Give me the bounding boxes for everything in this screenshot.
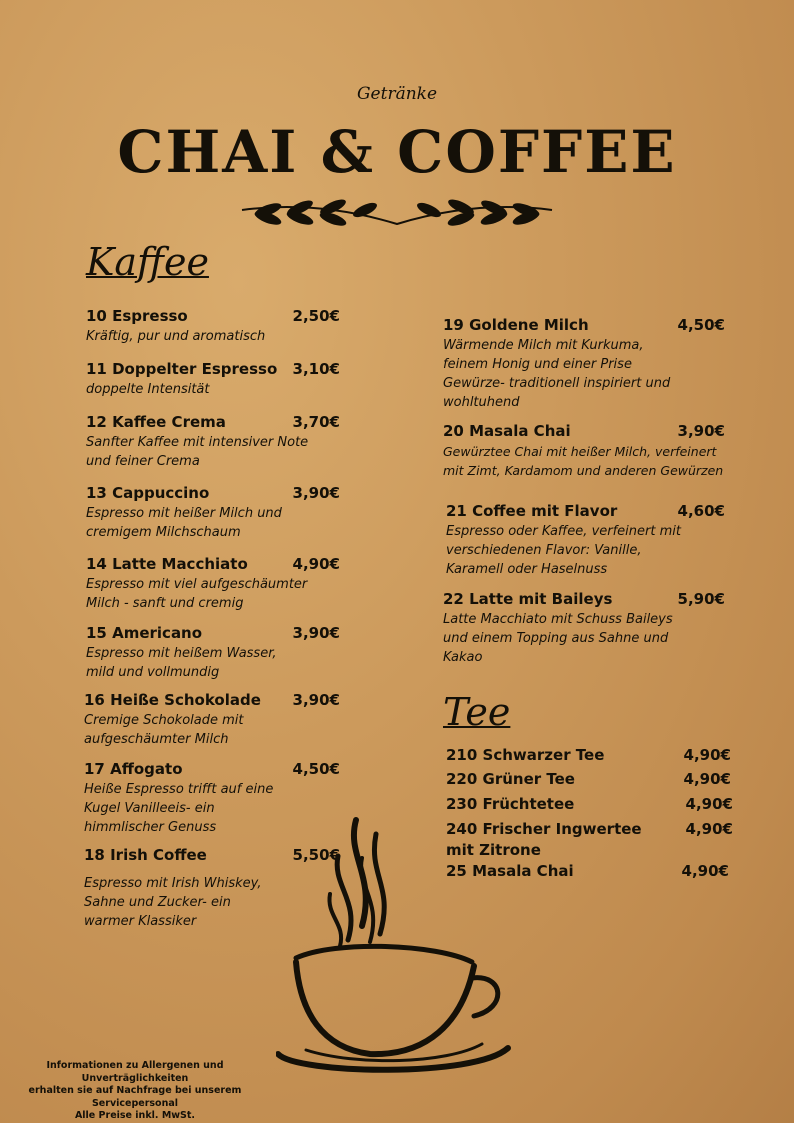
item-price: 4,60€ [677, 502, 725, 520]
item-description: Espresso mit viel aufgeschäumter [86, 577, 308, 592]
item-name: 18 Irish Coffee [84, 846, 207, 864]
tea-item [446, 769, 731, 789]
menu-item [86, 359, 340, 399]
footer-line: Servicepersonal [91, 1097, 179, 1109]
footer-line: Alle Preise inkl. MwSt. [74, 1110, 196, 1121]
item-price: 4,90€ [292, 555, 340, 573]
item-name: 19 Goldene Milch [443, 316, 589, 334]
item-price: 4,50€ [677, 316, 725, 334]
item-price: 3,90€ [292, 691, 340, 709]
menu-item [443, 315, 725, 412]
menu-item [86, 623, 340, 682]
item-name: 230 Früchtetee [446, 795, 575, 813]
tea-item [446, 745, 731, 765]
item-price: 4,90€ [681, 862, 729, 880]
item-description: himmlischer Genuss [84, 820, 217, 835]
menu-item [86, 483, 340, 542]
item-name: 12 Kaffee Crema [86, 413, 226, 431]
item-name: 15 Americano [86, 624, 203, 642]
kaffee-heading: Kaffee [86, 240, 209, 284]
tea-item [446, 794, 733, 814]
item-description: Kräftig, pur und aromatisch [86, 329, 266, 344]
menu-item [86, 412, 340, 471]
item-price: 2,50€ [292, 307, 340, 325]
item-price: 4,90€ [685, 820, 733, 838]
item-description: feinem Honig und einer Prise [443, 357, 632, 372]
item-price: 4,90€ [683, 746, 731, 764]
item-name: 220 Grüner Tee [446, 770, 575, 788]
item-description: warmer Klassiker [84, 914, 197, 929]
item-price: 5,50€ [292, 846, 340, 864]
item-price: 4,50€ [292, 760, 340, 778]
menu-item [86, 306, 340, 346]
item-description: Sanfter Kaffee mit intensiver Note [86, 435, 309, 450]
item-description: Milch - sanft und cremig [86, 596, 244, 611]
item-price: 3,90€ [677, 422, 725, 440]
menu-title: CHAI & COFFEE [117, 118, 677, 186]
menu-item [446, 501, 725, 579]
menu-item [84, 690, 340, 749]
item-name: 11 Doppelter Espresso [86, 360, 278, 378]
item-description: Karamell oder Haselnuss [446, 562, 608, 577]
item-description: Espresso oder Kaffee, verfeinert mit [446, 524, 681, 539]
footer-line: erhalten sie auf Nachfrage bei unserem [28, 1085, 242, 1096]
item-name: 21 Coffee mit Flavor [446, 502, 618, 520]
item-name: 20 Masala Chai [443, 422, 571, 440]
menu-item [443, 421, 725, 480]
item-description: wohltuhend [443, 395, 520, 410]
item-name: 16 Heiße Schokolade [84, 691, 261, 709]
tee-heading: Tee [443, 690, 511, 734]
item-description: Sahne und Zucker- ein [84, 895, 231, 910]
laurel-divider-icon [238, 190, 556, 236]
item-price: 3,90€ [292, 624, 340, 642]
item-description: Espresso mit Irish Whiskey, [84, 876, 262, 891]
item-price: 3,70€ [292, 413, 340, 431]
item-price: 4,90€ [685, 795, 733, 813]
item-description: Cremige Schokolade mit [84, 713, 244, 728]
item-price: 3,10€ [292, 360, 340, 378]
item-description: und feiner Crema [86, 454, 200, 469]
item-price: 3,90€ [292, 484, 340, 502]
menu-item [443, 589, 725, 667]
item-description: und einem Topping aus Sahne und [443, 631, 669, 646]
item-description: Espresso mit heißem Wasser, [86, 646, 277, 661]
item-description: Kakao [443, 650, 483, 665]
item-name: 10 Espresso [86, 307, 188, 325]
item-name: 13 Cappuccino [86, 484, 210, 502]
item-price: 4,90€ [683, 770, 731, 788]
item-description: Gewürze- traditionell inspiriert und [443, 376, 671, 391]
coffee-cup-icon [276, 816, 512, 1088]
footer-note [4, 1060, 266, 1123]
menu-item [86, 554, 340, 613]
item-name: 210 Schwarzer Tee [446, 746, 605, 764]
item-name: 240 Frischer Ingwertee [446, 820, 642, 838]
item-description: verschiedenen Flavor: Vanille, [446, 543, 642, 558]
item-name: 17 Affogato [84, 760, 183, 778]
item-description: doppelte Intensität [86, 382, 210, 397]
item-name-continued: mit Zitrone [446, 841, 541, 859]
item-price: 5,90€ [677, 590, 725, 608]
item-description: Espresso mit heißer Milch und [86, 506, 282, 521]
item-description: Gewürztee Chai mit heißer Milch, verfeinert [443, 444, 717, 459]
menu-subtitle: Getränke [356, 84, 438, 104]
item-description: Kugel Vanilleeis- ein [84, 801, 215, 816]
item-description: cremigem Milchschaum [86, 525, 241, 540]
item-name: 22 Latte mit Baileys [443, 590, 613, 608]
item-description: Latte Macchiato mit Schuss Baileys [443, 612, 673, 627]
item-description: mit Zimt, Kardamom und anderen Gewürzen [443, 463, 724, 478]
item-name: 14 Latte Macchiato [86, 555, 248, 573]
item-description: aufgeschäumter Milch [84, 732, 229, 747]
item-description: Wärmende Milch mit Kurkuma, [443, 338, 644, 353]
item-description: mild und vollmundig [86, 665, 220, 680]
item-name: 25 Masala Chai [446, 862, 574, 880]
item-description: Heiße Espresso trifft auf eine [84, 782, 274, 797]
footer-line: Informationen zu Allergenen und Unverträglichkeiten [46, 1060, 224, 1084]
